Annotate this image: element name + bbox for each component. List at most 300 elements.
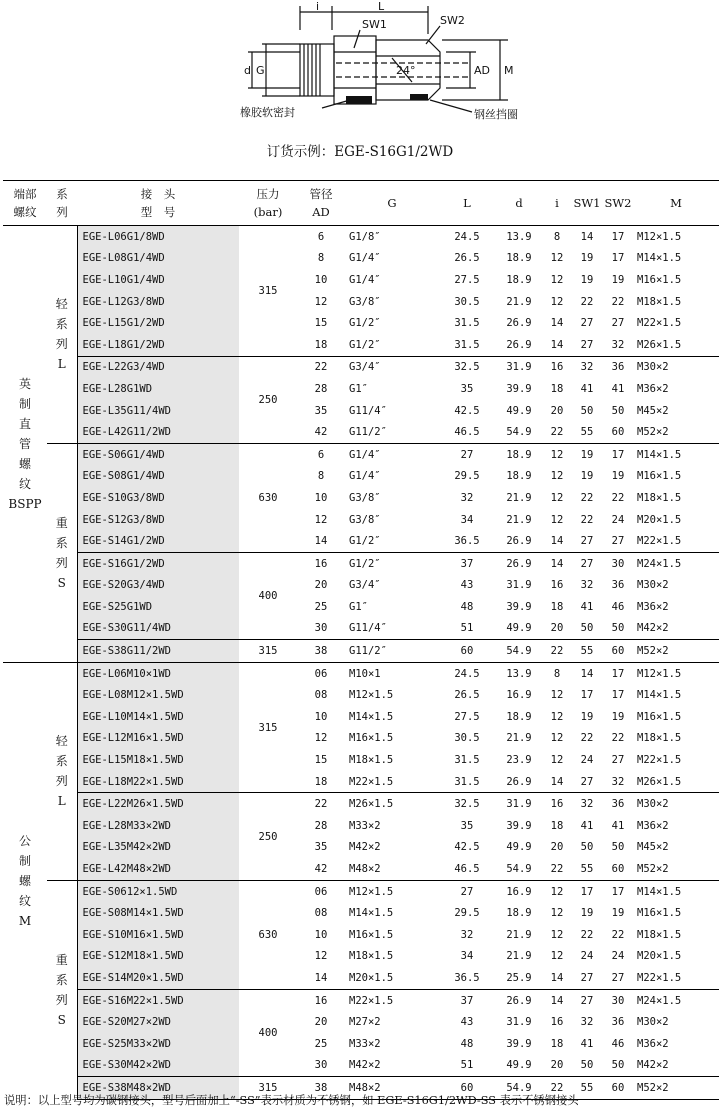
pressure-cell: 400 bbox=[239, 989, 297, 1076]
type-cell: EGE-L10G1/4WD bbox=[77, 269, 239, 291]
tube-cell: 12 bbox=[314, 950, 328, 963]
d-cell: 18.9 bbox=[506, 273, 532, 286]
l-cell: 30.5 bbox=[454, 732, 480, 745]
g-cell: G1/2″ bbox=[349, 338, 381, 351]
tube-cell: 42 bbox=[314, 863, 328, 876]
sw2-cell: 27 bbox=[611, 317, 625, 330]
table-row bbox=[3, 858, 719, 880]
header-m: M bbox=[670, 196, 682, 210]
table-row bbox=[3, 466, 719, 488]
i-cell: 12 bbox=[550, 513, 564, 526]
l-cell: 35 bbox=[460, 382, 474, 395]
i-cell: 14 bbox=[550, 535, 564, 548]
sw1-cell: 50 bbox=[580, 841, 594, 854]
sw1-cell: 22 bbox=[580, 513, 594, 526]
sw1-cell: 27 bbox=[580, 971, 594, 984]
i-cell: 14 bbox=[550, 971, 564, 984]
type-cell: EGE-S25M33×2WD bbox=[77, 1033, 239, 1055]
end-thread-cell: 公 制 螺 纹 M bbox=[3, 662, 47, 1099]
sw1-cell: 50 bbox=[580, 404, 594, 417]
m-cell: M22×1.5 bbox=[637, 754, 682, 767]
g-cell: M12×1.5 bbox=[345, 880, 439, 902]
g-cell: M33×2 bbox=[349, 1037, 381, 1050]
l-cell: 27 bbox=[439, 443, 495, 465]
m-cell: M52×2 bbox=[637, 863, 669, 876]
type-cell: EGE-L15G1/2WD bbox=[77, 312, 239, 334]
g-cell: G1″ bbox=[349, 600, 368, 613]
pressure-cell: 250 bbox=[239, 356, 297, 443]
m-cell: M52×2 bbox=[633, 640, 719, 663]
type-cell: EGE-S20M27×2WD bbox=[77, 1011, 239, 1033]
type-cell: EGE-S08G1/4WD bbox=[77, 466, 239, 488]
table-row bbox=[3, 530, 719, 552]
sw2-cell: 24 bbox=[611, 513, 625, 526]
tube-cell: 38 bbox=[297, 640, 345, 663]
g-cell: G1/8″ bbox=[349, 230, 381, 243]
d-cell: 54.9 bbox=[495, 1077, 543, 1100]
sw1-cell: 14 bbox=[571, 662, 603, 684]
sw2-cell: 60 bbox=[603, 1077, 633, 1100]
l-cell: 31.5 bbox=[454, 754, 480, 767]
table-row bbox=[3, 706, 719, 728]
d-cell: 31.9 bbox=[506, 579, 532, 592]
tube-cell: 20 bbox=[314, 579, 328, 592]
sw2-cell: 50 bbox=[611, 622, 625, 635]
sw2-cell: 24 bbox=[611, 950, 625, 963]
g-cell: M22×1.5 bbox=[345, 989, 439, 1011]
d-cell: 31.9 bbox=[495, 793, 543, 815]
sw1-cell: 55 bbox=[571, 640, 603, 663]
m-cell: M30×2 bbox=[633, 356, 719, 378]
header-i: i bbox=[555, 196, 559, 210]
sw2-cell: 22 bbox=[611, 295, 625, 308]
m-cell: M14×1.5 bbox=[637, 252, 682, 265]
i-cell: 18 bbox=[550, 1037, 564, 1050]
type-cell: EGE-L08M12×1.5WD bbox=[77, 684, 239, 706]
table-row bbox=[3, 400, 719, 422]
d-cell: 13.9 bbox=[506, 230, 532, 243]
sw1-cell: 22 bbox=[580, 928, 594, 941]
d-cell: 26.9 bbox=[495, 989, 543, 1011]
l-cell: 37 bbox=[439, 989, 495, 1011]
type-cell: EGE-L06M10×1WD bbox=[77, 662, 239, 684]
type-cell: EGE-S38G11/2WD bbox=[77, 640, 239, 663]
sw2-cell: 22 bbox=[611, 732, 625, 745]
sw1-cell: 19 bbox=[580, 907, 594, 920]
i-cell: 12 bbox=[550, 754, 564, 767]
sw2-cell: 46 bbox=[611, 600, 625, 613]
tube-cell: 12 bbox=[314, 513, 328, 526]
g-cell: M18×1.5 bbox=[349, 754, 394, 767]
table-row bbox=[3, 226, 719, 248]
table-row bbox=[3, 291, 719, 313]
header-type: 接 头 型 号 bbox=[140, 187, 176, 219]
i-cell: 14 bbox=[543, 552, 571, 574]
m-cell: M24×1.5 bbox=[633, 989, 719, 1011]
sw1-cell: 24 bbox=[580, 950, 594, 963]
sw1-cell: 41 bbox=[580, 600, 594, 613]
d-cell: 26.9 bbox=[506, 317, 532, 330]
type-cell: EGE-S12G3/8WD bbox=[77, 509, 239, 531]
tube-cell: 14 bbox=[314, 971, 328, 984]
l-cell: 60 bbox=[439, 640, 495, 663]
m-cell: M18×1.5 bbox=[637, 295, 682, 308]
table-row bbox=[3, 946, 719, 968]
sw1-cell: 27 bbox=[571, 552, 603, 574]
i-cell: 12 bbox=[550, 273, 564, 286]
m-cell: M30×2 bbox=[637, 1016, 669, 1029]
m-cell: M30×2 bbox=[637, 579, 669, 592]
pressure-cell: 250 bbox=[239, 793, 297, 880]
tube-cell: 10 bbox=[314, 273, 328, 286]
l-cell: 43 bbox=[460, 579, 474, 592]
sw1-cell: 19 bbox=[571, 443, 603, 465]
type-cell: EGE-S25G1WD bbox=[77, 596, 239, 618]
l-cell: 34 bbox=[460, 513, 474, 526]
d-cell: 18.9 bbox=[506, 252, 532, 265]
i-cell: 20 bbox=[550, 622, 564, 635]
m-cell: M36×2 bbox=[637, 600, 669, 613]
header-sw1: SW1 bbox=[573, 196, 601, 210]
g-cell: M20×1.5 bbox=[349, 971, 394, 984]
header-tube: 管径 AD bbox=[309, 187, 333, 219]
tube-cell: 30 bbox=[314, 1059, 328, 1072]
g-cell: M16×1.5 bbox=[349, 928, 394, 941]
d-cell: 21.9 bbox=[506, 491, 532, 504]
d-cell: 31.9 bbox=[506, 1016, 532, 1029]
l-cell: 60 bbox=[439, 1077, 495, 1100]
l-cell: 31.5 bbox=[454, 775, 480, 788]
sw1-cell: 22 bbox=[580, 295, 594, 308]
m-cell: M36×2 bbox=[637, 819, 669, 832]
tube-cell: 06 bbox=[297, 880, 345, 902]
m-cell: M18×1.5 bbox=[637, 732, 682, 745]
m-cell: M12×1.5 bbox=[633, 662, 719, 684]
dim-m-label: M bbox=[504, 64, 514, 77]
g-cell: G1/2″ bbox=[349, 535, 381, 548]
sw1-cell: 55 bbox=[580, 863, 594, 876]
type-cell: EGE-L35M42×2WD bbox=[77, 837, 239, 859]
tube-cell: 10 bbox=[314, 710, 328, 723]
l-cell: 42.5 bbox=[454, 841, 480, 854]
g-cell: M18×1.5 bbox=[349, 950, 394, 963]
type-cell: EGE-S38M48×2WD bbox=[77, 1077, 239, 1100]
l-cell: 36.5 bbox=[454, 535, 480, 548]
m-cell: M42×2 bbox=[637, 622, 669, 635]
table-row bbox=[3, 596, 719, 618]
sw2-cell: 17 bbox=[611, 230, 625, 243]
d-cell: 31.9 bbox=[495, 356, 543, 378]
sw2-cell: 46 bbox=[611, 1037, 625, 1050]
g-cell: G1″ bbox=[349, 382, 368, 395]
sw1-cell: 24 bbox=[580, 754, 594, 767]
table-row bbox=[3, 815, 719, 837]
d-cell: 49.9 bbox=[506, 841, 532, 854]
sw1-cell: 55 bbox=[571, 1077, 603, 1100]
d-cell: 16.9 bbox=[506, 689, 532, 702]
d-cell: 23.9 bbox=[506, 754, 532, 767]
pressure-cell: 630 bbox=[239, 443, 297, 552]
sw1-cell: 17 bbox=[571, 880, 603, 902]
d-cell: 21.9 bbox=[506, 513, 532, 526]
g-cell: G1/4″ bbox=[349, 252, 381, 265]
g-cell: G1/4″ bbox=[345, 443, 439, 465]
g-cell: M42×2 bbox=[349, 841, 381, 854]
sw1-cell: 32 bbox=[571, 793, 603, 815]
sw2-cell: 17 bbox=[603, 662, 633, 684]
i-cell: 20 bbox=[550, 1059, 564, 1072]
tube-cell: 18 bbox=[314, 338, 328, 351]
d-cell: 18.9 bbox=[506, 470, 532, 483]
tube-cell: 15 bbox=[314, 317, 328, 330]
i-cell: 12 bbox=[550, 732, 564, 745]
seal-label: 橡胶软密封 bbox=[240, 106, 295, 119]
sw2-cell: 60 bbox=[611, 863, 625, 876]
table-row bbox=[3, 356, 719, 378]
table-row bbox=[3, 684, 719, 706]
g-cell: G3/4″ bbox=[349, 579, 381, 592]
tube-cell: 14 bbox=[314, 535, 328, 548]
pressure-cell: 630 bbox=[239, 880, 297, 989]
tube-cell: 18 bbox=[314, 775, 328, 788]
sw2-cell: 36 bbox=[611, 579, 625, 592]
l-cell: 29.5 bbox=[454, 470, 480, 483]
series-cell: 轻 系 列 L bbox=[47, 662, 77, 880]
l-cell: 51 bbox=[460, 622, 474, 635]
table-row bbox=[3, 248, 719, 270]
table-row bbox=[3, 618, 719, 640]
sw2-cell: 27 bbox=[611, 971, 625, 984]
sw2-cell: 17 bbox=[611, 689, 625, 702]
end-thread-cell: 英 制 直 管 螺 纹 BSPP bbox=[8, 376, 42, 511]
sw2-cell: 27 bbox=[611, 754, 625, 767]
i-cell: 8 bbox=[553, 230, 561, 243]
d-cell: 54.9 bbox=[506, 426, 532, 439]
table-row bbox=[3, 728, 719, 750]
series-cell: 轻 系 列 L bbox=[47, 226, 77, 444]
sw1-cell: 41 bbox=[580, 382, 594, 395]
d-cell: 39.9 bbox=[506, 382, 532, 395]
header-pressure: 压力 (bar) bbox=[253, 187, 283, 219]
m-cell: M16×1.5 bbox=[637, 710, 682, 723]
m-cell: M20×1.5 bbox=[637, 513, 682, 526]
d-cell: 26.9 bbox=[506, 775, 532, 788]
g-cell: G11/2″ bbox=[345, 640, 439, 663]
i-cell: 8 bbox=[543, 662, 571, 684]
sw2-cell: 22 bbox=[611, 928, 625, 941]
tube-cell: 42 bbox=[314, 426, 328, 439]
type-cell: EGE-L22M26×1.5WD bbox=[77, 793, 239, 815]
l-cell: 34 bbox=[460, 950, 474, 963]
tube-cell: 8 bbox=[317, 470, 325, 483]
table-row bbox=[3, 1033, 719, 1055]
i-cell: 16 bbox=[550, 1016, 564, 1029]
g-cell: M26×1.5 bbox=[345, 793, 439, 815]
tube-cell: 38 bbox=[297, 1077, 345, 1100]
sw2-cell: 32 bbox=[611, 338, 625, 351]
m-cell: M12×1.5 bbox=[637, 230, 682, 243]
sw2-cell: 22 bbox=[611, 491, 625, 504]
sw2-cell: 19 bbox=[611, 470, 625, 483]
m-cell: M14×1.5 bbox=[633, 880, 719, 902]
header-end-thread: 端部 螺纹 bbox=[13, 187, 37, 219]
type-cell: EGE-L35G11/4WD bbox=[77, 400, 239, 422]
l-cell: 42.5 bbox=[454, 404, 480, 417]
i-cell: 12 bbox=[550, 710, 564, 723]
type-cell: EGE-S16G1/2WD bbox=[77, 552, 239, 574]
sw1-cell: 14 bbox=[580, 230, 594, 243]
i-cell: 14 bbox=[550, 775, 564, 788]
l-cell: 32.5 bbox=[439, 793, 495, 815]
m-cell: M30×2 bbox=[633, 793, 719, 815]
d-cell: 39.9 bbox=[506, 600, 532, 613]
tube-cell: 22 bbox=[297, 356, 345, 378]
table-row bbox=[3, 378, 719, 400]
m-cell: M20×1.5 bbox=[637, 950, 682, 963]
table-row bbox=[3, 509, 719, 531]
l-cell: 31.5 bbox=[454, 317, 480, 330]
m-cell: M26×1.5 bbox=[637, 338, 682, 351]
dim-l-label: L bbox=[378, 0, 385, 13]
tube-cell: 08 bbox=[314, 689, 328, 702]
l-cell: 36.5 bbox=[454, 971, 480, 984]
pressure-cell: 315 bbox=[239, 662, 297, 793]
sw2-cell: 36 bbox=[603, 793, 633, 815]
table-row bbox=[3, 1011, 719, 1033]
m-cell: M16×1.5 bbox=[637, 470, 682, 483]
i-cell: 18 bbox=[550, 382, 564, 395]
m-cell: M22×1.5 bbox=[637, 535, 682, 548]
table-row bbox=[3, 902, 719, 924]
type-cell: EGE-L18M22×1.5WD bbox=[77, 771, 239, 793]
g-cell: G1/2″ bbox=[345, 552, 439, 574]
tube-cell: 16 bbox=[297, 552, 345, 574]
i-cell: 14 bbox=[550, 317, 564, 330]
d-cell: 54.9 bbox=[506, 863, 532, 876]
sw2-cell: 60 bbox=[611, 426, 625, 439]
sw2-cell: 19 bbox=[611, 907, 625, 920]
type-cell: EGE-L18G1/2WD bbox=[77, 334, 239, 356]
d-cell: 21.9 bbox=[506, 295, 532, 308]
table-body bbox=[3, 226, 719, 1100]
d-cell: 18.9 bbox=[506, 907, 532, 920]
sw2-cell: 41 bbox=[611, 382, 625, 395]
l-cell: 27.5 bbox=[454, 710, 480, 723]
table-row bbox=[3, 1055, 719, 1077]
type-cell: EGE-L42M48×2WD bbox=[77, 858, 239, 880]
sw2-cell: 30 bbox=[603, 989, 633, 1011]
d-cell: 49.9 bbox=[506, 404, 532, 417]
tube-cell: 8 bbox=[317, 252, 325, 265]
d-cell: 21.9 bbox=[506, 732, 532, 745]
m-cell: M24×1.5 bbox=[633, 552, 719, 574]
table-row bbox=[3, 640, 719, 663]
table-row bbox=[3, 837, 719, 859]
table-row bbox=[3, 487, 719, 509]
type-cell: EGE-S10G3/8WD bbox=[77, 487, 239, 509]
l-cell: 37 bbox=[439, 552, 495, 574]
l-cell: 27.5 bbox=[454, 273, 480, 286]
dim-ad-label: AD bbox=[474, 64, 490, 77]
l-cell: 32.5 bbox=[439, 356, 495, 378]
order-example: 订货示例：EGE-S16G1/2WD bbox=[266, 144, 454, 160]
g-cell: M12×1.5 bbox=[349, 689, 394, 702]
tube-cell: 15 bbox=[314, 754, 328, 767]
d-cell: 21.9 bbox=[506, 928, 532, 941]
g-cell: M48×2 bbox=[345, 1077, 439, 1100]
type-cell: EGE-S0612×1.5WD bbox=[77, 880, 239, 902]
sw1-cell: 32 bbox=[580, 579, 594, 592]
type-cell: EGE-L28M33×2WD bbox=[77, 815, 239, 837]
g-cell: G11/4″ bbox=[349, 622, 387, 635]
table-row bbox=[3, 989, 719, 1011]
l-cell: 24.5 bbox=[454, 230, 480, 243]
d-cell: 26.9 bbox=[506, 338, 532, 351]
g-cell: G3/8″ bbox=[349, 295, 381, 308]
table-row bbox=[3, 967, 719, 989]
g-cell: G3/8″ bbox=[349, 491, 381, 504]
m-cell: M52×2 bbox=[637, 426, 669, 439]
g-cell: G11/2″ bbox=[349, 426, 387, 439]
type-cell: EGE-L12M16×1.5WD bbox=[77, 728, 239, 750]
table-header bbox=[3, 181, 719, 226]
sw2-cell: 19 bbox=[611, 273, 625, 286]
type-cell: EGE-S08M14×1.5WD bbox=[77, 902, 239, 924]
d-cell: 54.9 bbox=[495, 640, 543, 663]
g-cell: M10×1 bbox=[345, 662, 439, 684]
g-cell: M14×1.5 bbox=[349, 907, 394, 920]
d-cell: 49.9 bbox=[506, 1059, 532, 1072]
tube-cell: 10 bbox=[314, 491, 328, 504]
g-cell: G1/4″ bbox=[349, 470, 381, 483]
type-cell: EGE-S14G1/2WD bbox=[77, 530, 239, 552]
d-cell: 39.9 bbox=[506, 1037, 532, 1050]
sw1-cell: 27 bbox=[580, 775, 594, 788]
tube-cell: 28 bbox=[314, 819, 328, 832]
l-cell: 32 bbox=[460, 491, 474, 504]
tube-cell: 30 bbox=[314, 622, 328, 635]
g-cell: G3/4″ bbox=[345, 356, 439, 378]
i-cell: 22 bbox=[543, 1077, 571, 1100]
i-cell: 16 bbox=[543, 793, 571, 815]
sw2-cell: 36 bbox=[603, 356, 633, 378]
angle-label: 24° bbox=[396, 64, 416, 77]
sw2-cell: 30 bbox=[603, 552, 633, 574]
type-cell: EGE-L22G3/4WD bbox=[77, 356, 239, 378]
i-cell: 14 bbox=[543, 989, 571, 1011]
type-cell: EGE-L12G3/8WD bbox=[77, 291, 239, 313]
header-l: L bbox=[463, 196, 471, 210]
fitting-diagram bbox=[0, 0, 720, 135]
d-cell: 18.9 bbox=[495, 443, 543, 465]
sw2-cell: 50 bbox=[611, 404, 625, 417]
sw1-cell: 22 bbox=[580, 732, 594, 745]
spec-table bbox=[3, 180, 719, 1100]
tube-cell: 6 bbox=[317, 230, 325, 243]
tube-cell: 22 bbox=[297, 793, 345, 815]
pressure-cell: 315 bbox=[239, 1077, 297, 1100]
tube-cell: 12 bbox=[314, 732, 328, 745]
i-cell: 12 bbox=[550, 491, 564, 504]
type-cell: EGE-S14M20×1.5WD bbox=[77, 967, 239, 989]
sw1-cell: 41 bbox=[580, 1037, 594, 1050]
d-cell: 18.9 bbox=[506, 710, 532, 723]
sw2-cell: 32 bbox=[611, 775, 625, 788]
table-row bbox=[3, 552, 719, 574]
m-cell: M42×2 bbox=[637, 1059, 669, 1072]
dim-i-label: i bbox=[316, 0, 320, 13]
table-row bbox=[3, 880, 719, 902]
